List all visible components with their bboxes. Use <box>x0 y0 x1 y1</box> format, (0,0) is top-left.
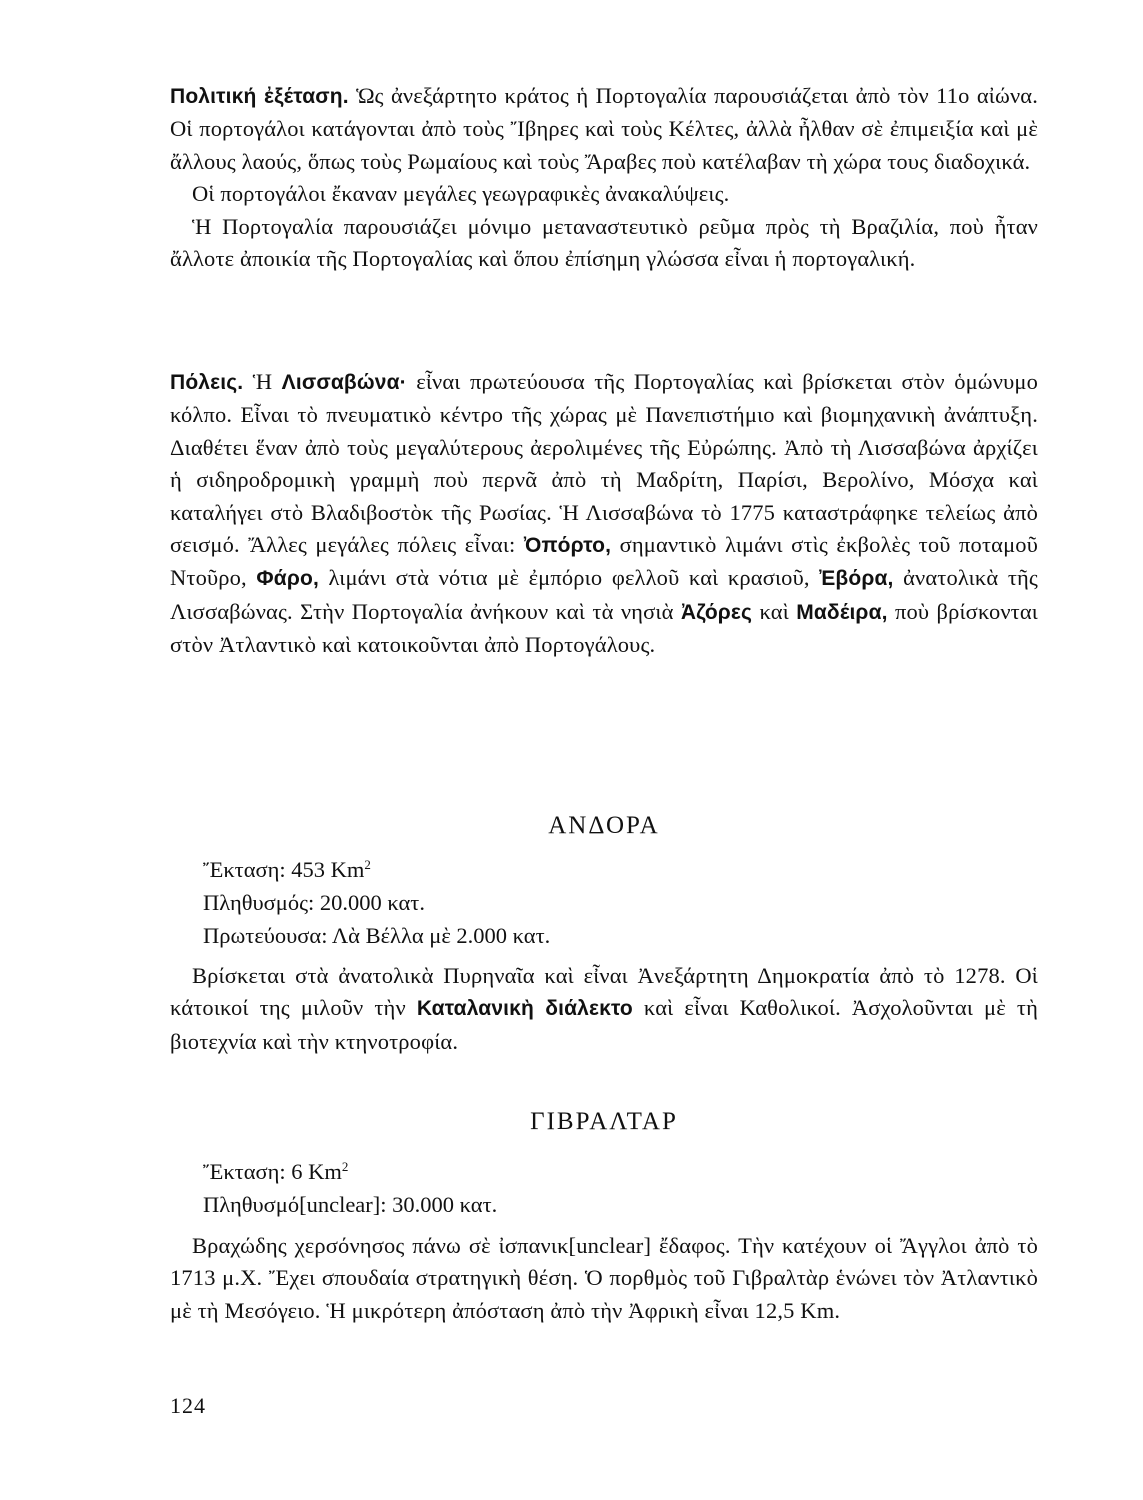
page-number: 124 <box>170 1393 206 1418</box>
gibraltar-population: Πληθυσμό[unclear]: 30.000 κατ. <box>203 1192 498 1217</box>
evora-name: Ἐβόρα, <box>819 567 894 591</box>
andorra-title: ΑΝΔΟΡΑ <box>548 812 660 839</box>
emigration-paragraph: Ἡ Πορτογαλία παρουσιάζει μόνιμο μεταναστευτικὸ ρεῦμα πρὸς τὴ Βραζιλία, ποὺ ἦταν ἄλλοτε ἀποικία τῆς Πορτογαλίας καὶ ὅπου ἐπίσημη γλώσσα εἶναι ἡ πορτογαλική. <box>170 213 1038 272</box>
cities-text-4: λιμάνι στὰ νότια μὲ ἐμπόριο φελλοῦ καὶ κρασιοῦ, <box>318 565 820 591</box>
azores-name: Ἀζόρες <box>680 600 753 624</box>
andorra-area <box>203 848 550 886</box>
andorra-population: Πληθυσμός: 20.000 κατ. <box>203 890 425 915</box>
andorra-facts <box>170 848 550 952</box>
portugal-politics-section <box>170 80 1038 275</box>
cities-text-7: ποὺ βρίσκονται στὸν Ἀτλαντικὸ καὶ κατοικοῦνται ἀπὸ Πορτογάλους. <box>170 598 1039 658</box>
lisbon-name: Λισσαβώνα· <box>281 371 407 394</box>
faro-name: Φάρο, <box>256 567 319 591</box>
gibraltar-paragraph: Βραχώδης χερσόνησος πάνω σὲ ἰσπανικ[unclear] ἔδαφος. Τὴν κατέχουν οἱ Ἄγγλοι ἀπὸ τὸ 1713 μ.Χ. Ἔχει σπουδαία στρατηγικὴ θέση. Ὁ πορθμὸς τοῦ Γιβραλτὰρ ἑνώνει τὸν Ἀτλαντικὸ μὲ τὴ Μεσόγειο. Ἡ μικρότερη ἀπόσταση ἀπὸ τὴν Ἀφρικὴ εἶναι 12,5 Km. <box>170 1233 1038 1323</box>
portugal-cities-section <box>170 366 1038 662</box>
politics-heading: Πολιτική ἐξέταση. <box>170 85 349 108</box>
gibraltar-area <box>203 1150 497 1188</box>
gibraltar-area-sup: 2 <box>341 1159 349 1174</box>
gibraltar-area-value: Ἔκταση: 6 Km <box>203 1159 342 1184</box>
cities-text-3: σημαντικὸ λιμάνι στὶς ἐκβολὲς τοῦ ποταμοῦ Ντοῦρο, <box>170 532 1038 591</box>
politics-paragraph <box>170 80 1038 178</box>
gibraltar-facts <box>170 1150 497 1221</box>
cities-heading: Πόλεις. <box>170 371 244 394</box>
catalan-dialect: Καταλανικὴ διάλεκτο <box>416 997 633 1021</box>
porto-name: Ὀπόρτο, <box>523 534 612 558</box>
cities-text-6: καὶ <box>752 598 797 624</box>
madeira-name: Μαδέιρα, <box>796 600 888 624</box>
andorra-capital: Πρωτεύουσα: Λὰ Βέλλα μὲ 2.000 κατ. <box>203 923 551 948</box>
andorra-text-2: καὶ εἶναι Καθολικοί. Ἀσχολοῦνται μὲ τὴ βιοτεχνία καὶ τὴν κτηνοτροφία. <box>170 995 1038 1054</box>
cities-paragraph <box>170 366 1038 662</box>
cities-text-2: εἶναι πρωτεύουσα τῆς Πορτογαλίας καὶ βρίσκεται στὸν ὁμώνυμο κόλπο. Εἶναι τὸ πνευματικὸ κέντρο τῆς χώρας μὲ Πανεπιστήμιο καὶ βιομηχανικὴ ἀνάπτυξη. Διαθέτει ἕναν ἀπὸ τοὺς μεγαλύτερους ἀερολιμένες τῆς Εὐρώπης. Ἀπὸ τὴ Λισσαβώνα ἀρχίζει ἡ σιδηροδρομικὴ γραμμὴ ποὺ περνᾶ ἀπὸ τὴ Μαδρίτη, Παρίσι, Βερολίνο, Μόσχα καὶ καταλήγει στὸ Βλαδιβοστὸκ τῆς Ρωσίας. Ἡ Λισσαβώνα τὸ 1775 καταστράφηκε τελείως ἀπὸ σεισμό. Ἄλλες μεγάλες πόλεις εἶναι: <box>170 369 1038 558</box>
cities-text-1: Ἡ <box>243 369 282 394</box>
andorra-area-value: Ἔκταση: 453 Km <box>203 857 365 882</box>
politics-text: Ὡς ἀνεξάρτητο κράτος ἡ Πορτογαλία παρουσιάζεται ἀπὸ τὸν 11ο αἰώνα. Οἱ πορτογάλοι κατάγονται ἀπὸ τοὺς Ἴβηρες καὶ τοὺς Κέλτες, ἀλλὰ ἦλθαν σὲ ἐπιμειξία καὶ μὲ ἄλλους λαούς, ὅπως τοὺς Ρωμαίους καὶ τοὺς Ἄραβες ποὺ κατέλαβαν τὴ χώρα τους διαδοχικά. <box>170 83 1038 174</box>
andorra-paragraph <box>170 960 1038 1058</box>
andorra-area-sup: 2 <box>364 857 371 872</box>
gibraltar-title: ΓΙΒΡΑΛΤΑΡ <box>530 1108 678 1135</box>
cities-text-5: ἀνατολικὰ τῆς Λισσαβώνας. Στὴν Πορτογαλία ἀνήκουν καὶ τὰ νησιὰ <box>170 565 1038 624</box>
andorra-text-1: Βρίσκεται στὰ ἀνατολικὰ Πυρηναῖα καὶ εἶναι Ἀνεξάρτητη Δημοκρατία ἀπὸ τὸ 1278. Οἱ κάτοικοί της μιλοῦν τὴν <box>170 963 1038 1021</box>
discoveries-paragraph: Οἱ πορτογάλοι ἔκαναν μεγάλες γεωγραφικὲς ἀνακαλύψεις. <box>192 181 730 207</box>
